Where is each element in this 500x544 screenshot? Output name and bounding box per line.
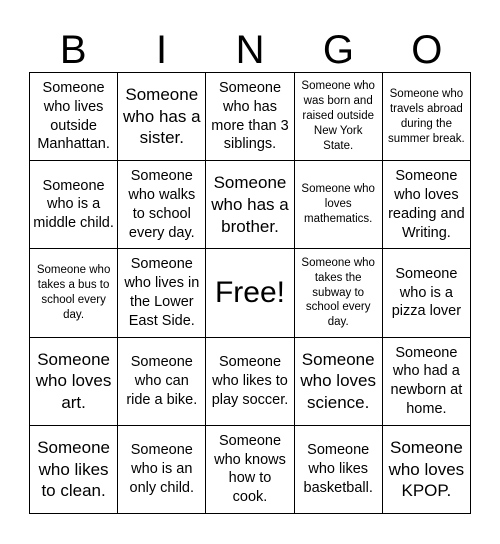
bingo-cell[interactable]: Someone who can ride a bike. [118,338,206,426]
bingo-cell[interactable]: Someone who knows how to cook. [206,426,294,514]
bingo-cell[interactable]: Someone who has more than 3 siblings. [206,73,294,161]
bingo-cell[interactable]: Someone who likes to clean. [30,426,118,514]
bingo-cell[interactable]: Someone who loves KPOP. [383,426,471,514]
title-letter-g: G [322,28,354,72]
bingo-cell[interactable]: Someone who is a pizza lover [383,249,471,337]
bingo-cell[interactable]: Someone who had a newborn at home. [383,338,471,426]
free-space[interactable]: Free! [206,249,294,337]
title-letter-n: N [235,28,265,72]
bingo-cell[interactable]: Someone who has a sister. [118,73,206,161]
title-letter-b: B [59,28,87,72]
bingo-cell[interactable]: Someone who takes a bus to school every day. [30,249,118,337]
bingo-cell[interactable]: Someone who loves art. [30,338,118,426]
bingo-cell[interactable]: Someone who is a middle child. [30,161,118,249]
bingo-title [29,28,471,72]
bingo-cell[interactable]: Someone who loves reading and Writing. [383,161,471,249]
bingo-cell[interactable]: Someone who has a brother. [206,161,294,249]
bingo-cell[interactable]: Someone who likes to play soccer. [206,338,294,426]
bingo-cell[interactable]: Someone who lives outside Manhattan. [30,73,118,161]
bingo-cell[interactable]: Someone who loves science. [295,338,383,426]
title-letter-o: O [411,28,443,72]
bingo-cell[interactable]: Someone who likes basketball. [295,426,383,514]
bingo-cell[interactable]: Someone who was born and raised outside New York State. [295,73,383,161]
bingo-cell[interactable]: Someone who lives in the Lower East Side. [118,249,206,337]
bingo-cell[interactable]: Someone who travels abroad during the summer break. [383,73,471,161]
bingo-cell[interactable]: Someone who loves mathematics. [295,161,383,249]
bingo-cell[interactable]: Someone who takes the subway to school every day. [295,249,383,337]
bingo-cell[interactable]: Someone who is an only child. [118,426,206,514]
bingo-cell[interactable]: Someone who walks to school every day. [118,161,206,249]
bingo-card [29,72,471,514]
title-letter-i: I [156,28,168,72]
